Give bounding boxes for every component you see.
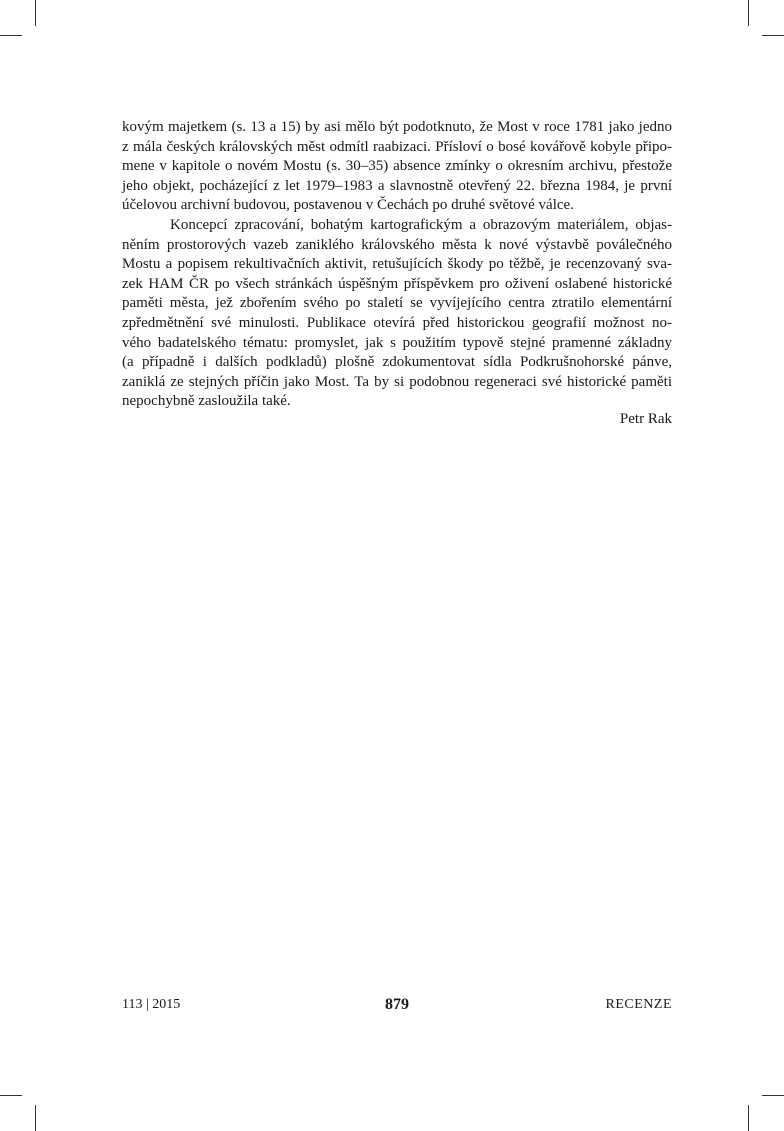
- text-line: účelovou archivní budovou, postavenou v Čechách po druhé světové válce.: [122, 197, 574, 214]
- text-line: (a případně i dalších podkladů) plošně zdokumentovat sídla Podkrušnohorské pánve,: [122, 354, 672, 371]
- text-line: z mála českých královských měst odmítl raabizaci. Přísloví o bosé kovářově kobyle připo-: [122, 138, 672, 155]
- crop-mark-bottom-right: [748, 1105, 749, 1131]
- crop-mark-bottom-left: [35, 1105, 36, 1131]
- text-line: zpředmětnění své minulosti. Publikace otevírá před historickou geografií možnost no-: [122, 314, 672, 331]
- text-line: kovým majetkem (s. 13 a 15) by asi mělo být podotknuto, že Most v roce 1781 jako jedno: [122, 119, 672, 135]
- article-body: [122, 118, 672, 412]
- text-line: zek HAM ČR po všech stránkách úspěšným příspěvkem pro oživení oslabené historické: [122, 275, 672, 292]
- text-line: Koncepcí zpracování, bohatým kartografickým a obrazovým materiálem, objas-: [170, 216, 672, 233]
- text-line: zaniklá ze stejných příčin jako Most. Ta by si podobnou regeneraci své historické paměti: [122, 373, 672, 390]
- text-line: vého badatelského tématu: promyslet, jak s použitím typově stejné pramenné základny: [122, 334, 672, 351]
- crop-mark-bottom-left-h: [0, 1095, 22, 1096]
- page-number: 879: [385, 996, 409, 1013]
- paragraph-1: [122, 118, 672, 216]
- section-label: RECENZE: [605, 997, 672, 1012]
- paragraph-2: [122, 216, 672, 412]
- text-line: mene v kapitole o novém Mostu (s. 30–35) absence zmínky o okresním archivu, přestože: [122, 158, 672, 175]
- crop-mark-top-right-h: [762, 35, 784, 36]
- author-signature: Petr Rak: [619, 411, 672, 427]
- text-line: nepochybně zasloužila také.: [122, 393, 291, 410]
- crop-mark-bottom-right-h: [762, 1095, 784, 1096]
- issue-number: 113 | 2015: [122, 997, 181, 1012]
- crop-mark-top-left-h: [0, 35, 22, 36]
- text-line: paměti města, jež zbořením svého po staletí se vyvíjejícího centra ztratilo elementární: [122, 295, 672, 312]
- text-line: jeho objekt, pocházející z let 1979–1983 a slavnostně otevřený 22. března 1984, je první: [122, 177, 672, 194]
- crop-mark-top-right: [748, 0, 749, 26]
- text-line: něním prostorových vazeb zaniklého královského města k nové výstavbě poválečného: [122, 236, 672, 253]
- crop-mark-top-left: [35, 0, 36, 26]
- text-line: Mostu a popisem rekultivačních aktivit, retušujících škody po těžbě, je recenzovaný sva-: [122, 256, 672, 273]
